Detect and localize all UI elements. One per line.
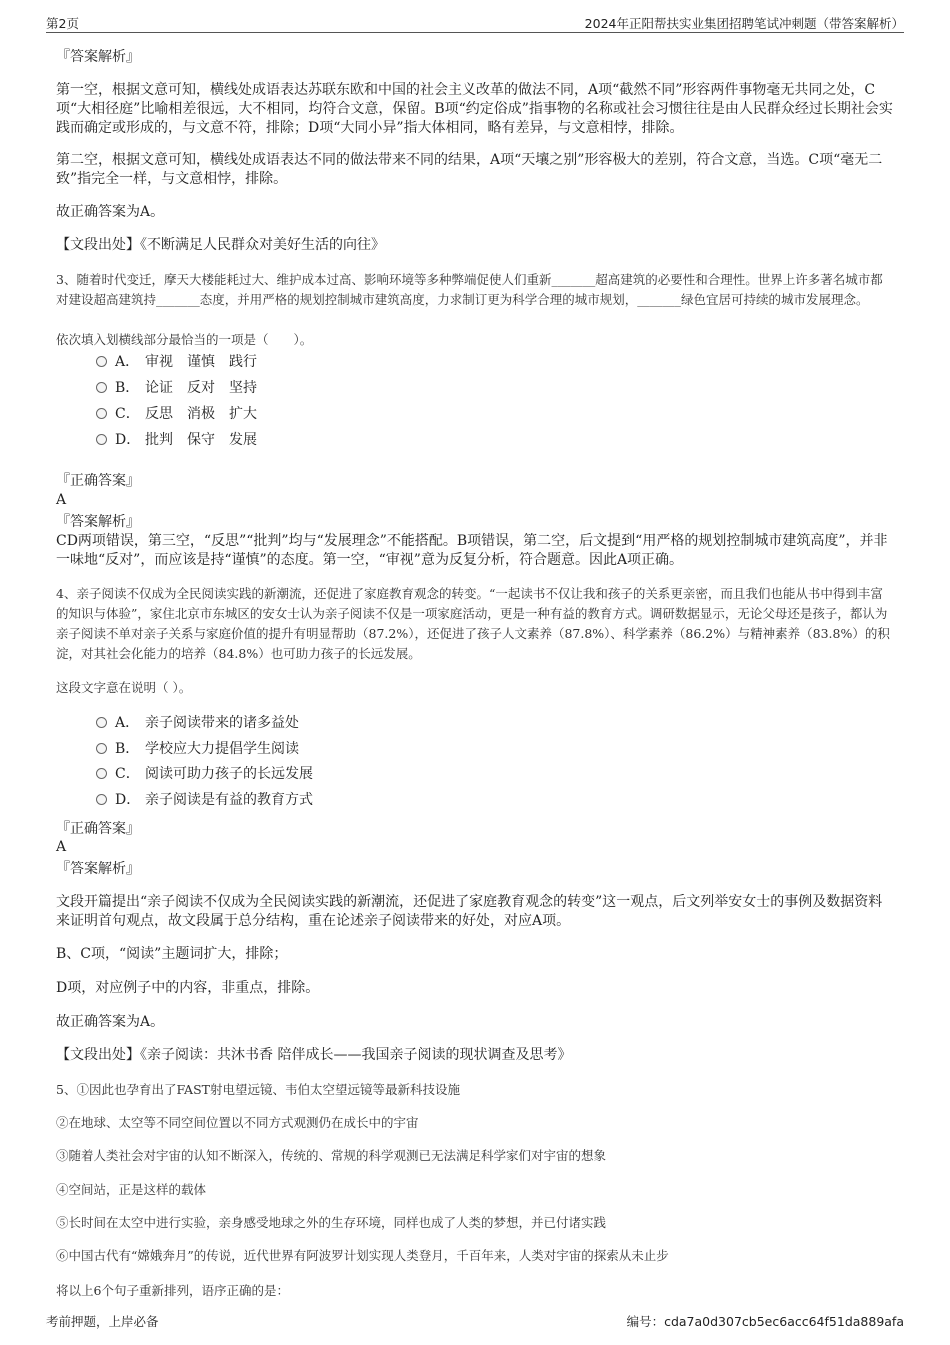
q2-source: 【文段出处】《不断满足人民群众对美好生活的向往》: [56, 237, 385, 253]
q4-answer: A: [56, 839, 67, 855]
q4-stem: 4、亲子阅读不仅成为全民阅读实践的新潮流，还促进了家庭教育观念的转变。“一起读书不仅让我和孩子的关系更亲密，而且我们也能从书中得到丰富的知识与体验”，家住北京市东城区的安女士认为亲子阅读不仅是一项家庭活动，更是一种有益的教育方式。调研数据显示，无论父母还是孩子，都认为亲子阅读不单对亲子关系与家庭价值的提升有明显帮助（87.2%），还促进了孩子人文素养（87.8%）、科学素养（86.2%）与精神素养（83.8%）的积淀，对其社会化能力的培养（84.8%）也可助力孩子的长远发展。: [56, 586, 890, 661]
q4-option-c[interactable]: C． 阅读可助力孩子的长远发展: [96, 764, 313, 784]
q4-analysis-label: 『答案解析』: [56, 861, 140, 877]
q5-sentence-2: ②在地球、太空等不同空间位置以不同方式观测仍在成长中的宇宙: [56, 1115, 419, 1130]
page-header: [46, 12, 904, 33]
q5-sentence-6: ⑥中国古代有“嫦娥奔月”的传说，近代世界有阿波罗计划实现人类登月，千百年来，人类对宇宙的探索从未止步: [56, 1248, 669, 1263]
radio-icon[interactable]: [96, 717, 107, 728]
footer-slogan: 考前押题，上岸必备: [46, 1314, 159, 1329]
q3-option-d[interactable]: D． 批判 保守 发展: [96, 430, 257, 450]
q4-option-a[interactable]: A． 亲子阅读带来的诸多益处: [96, 713, 299, 733]
q4-prompt: 这段文字意在说明（ ）。: [56, 680, 192, 695]
q5-sentence-4: ④空间站，正是这样的载体: [56, 1182, 207, 1197]
radio-icon[interactable]: [96, 794, 107, 805]
q4-analysis-p3: D项，对应例子中的内容，非重点，排除。: [56, 980, 320, 996]
q2-analysis-label: 『答案解析』: [56, 49, 140, 65]
radio-icon[interactable]: [96, 743, 107, 754]
q3-answer: A: [56, 492, 67, 508]
q3-analysis: CD两项错误，第三空，“反思”“批判”均与“发展理念”不能搭配。B项错误，第二空，后文提到“用严格的规划控制城市建筑高度”，并非一味地“反对”，而应该是持“谨慎”的态度。第一空，“审视”意为反复分析，符合题意。因此A项正确。: [56, 533, 888, 568]
q3-option-b[interactable]: B． 论证 反对 坚持: [96, 378, 257, 398]
document-title: 2024年正阳帮扶实业集团招聘笔试冲刺题（带答案解析）: [584, 16, 904, 31]
q4-analysis-p2: B、C项，“阅读”主题词扩大，排除；: [56, 946, 288, 962]
q5-sentence-1: 5、①因此也孕育出了FAST射电望远镜、韦伯太空望远镜等最新科技设施: [56, 1082, 460, 1097]
q2-analysis-p1: 第一空，根据文意可知，横线处成语表达苏联东欧和中国的社会主义改革的做法不同，A项“截然不同”形容两件事物毫无共同之处，C项“大相径庭”比喻相差很远，大不相同，均符合文意，保留。B项“约定俗成”指事物的名称或社会习惯往往是由人民群众经过长期社会实践而确定或形成的，与文意不符，排除；D项“大同小异”指大体相同，略有差异，与文意相悖，排除。: [56, 82, 893, 136]
q3-prompt: 依次填入划横线部分最恰当的一项是（ ）。: [56, 332, 313, 347]
q3-option-a[interactable]: A． 审视 谨慎 践行: [96, 352, 257, 372]
q3-stem: 3、随着时代变迁，摩天大楼能耗过大、维护成本过高、影响环境等多种弊端促使人们重新_______超高建筑的必要性和合理性。世界上许多著名城市都对建设超高建筑持_______态度，并用严格的规划控制城市建筑高度，力求制订更为科学合理的城市规划，_______绿色宜居可持续的城市发展理念。: [56, 272, 883, 307]
q4-option-d[interactable]: D． 亲子阅读是有益的教育方式: [96, 790, 313, 810]
q2-analysis-p2: 第二空，根据文意可知，横线处成语表达不同的做法带来不同的结果，A项“天壤之别”形容极大的差别，符合文意，当选。C项“毫无二致”指完全一样，与文意相悖，排除。: [56, 152, 883, 187]
q3-option-c[interactable]: C． 反思 消极 扩大: [96, 404, 257, 424]
q3-analysis-label: 『答案解析』: [56, 514, 140, 530]
q3-answer-label: 『正确答案』: [56, 473, 140, 489]
q4-answer-label: 『正确答案』: [56, 821, 140, 837]
radio-icon[interactable]: [96, 408, 107, 419]
page-number: 第2页: [46, 16, 79, 31]
q4-conclusion: 故正确答案为A。: [56, 1014, 165, 1030]
q4-source: 【文段出处】《亲子阅读：共沐书香 陪伴成长——我国亲子阅读的现状调查及思考》: [56, 1047, 572, 1063]
radio-icon[interactable]: [96, 356, 107, 367]
q2-conclusion: 故正确答案为A。: [56, 204, 165, 220]
q5-sentence-3: ③随着人类社会对宇宙的认知不断深入，传统的、常规的科学观测已无法满足科学家们对宇宙的想象: [56, 1148, 607, 1163]
radio-icon[interactable]: [96, 434, 107, 445]
document-id: 编号：cda7a0d307cb5ec6acc64f51da889afa: [626, 1314, 904, 1329]
q5-sentence-5: ⑤长时间在太空中进行实验，亲身感受地球之外的生存环境，同样也成了人类的梦想，并已付诸实践: [56, 1215, 607, 1230]
radio-icon[interactable]: [96, 382, 107, 393]
q5-prompt: 将以上6个句子重新排列，语序正确的是：: [56, 1283, 289, 1298]
q4-analysis-p1: 文段开篇提出“亲子阅读不仅成为全民阅读实践的新潮流，还促进了家庭教育观念的转变”这一观点，后文列举安女士的事例及数据资料来证明首句观点，故文段属于总分结构，重在论述亲子阅读带来的好处，对应A项。: [56, 894, 883, 929]
radio-icon[interactable]: [96, 768, 107, 779]
q4-option-b[interactable]: B． 学校应大力提倡学生阅读: [96, 739, 299, 759]
